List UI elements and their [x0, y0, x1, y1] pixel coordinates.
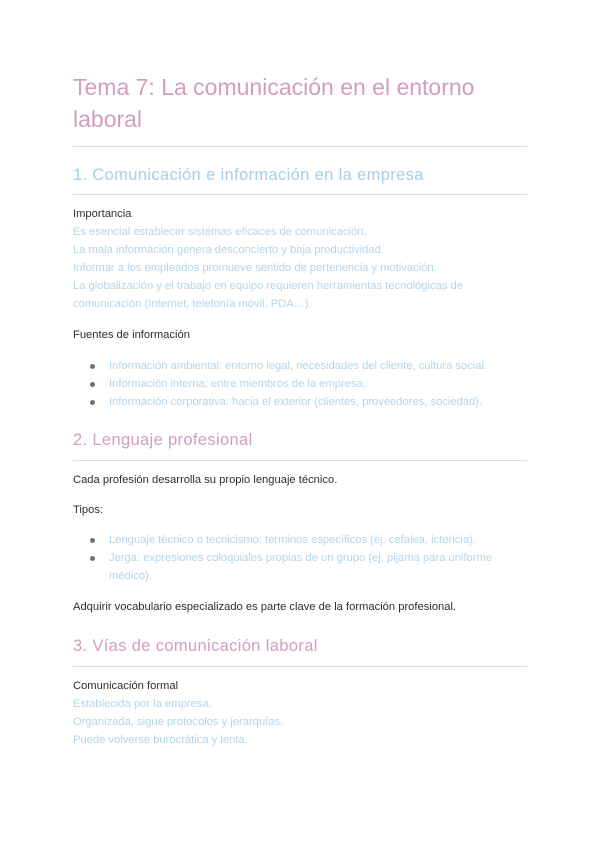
formal-line: Establecida por la empresa.: [73, 698, 212, 710]
section-2-heading: 2. Lenguaje profesional: [73, 431, 253, 449]
tipos-label: Tipos:: [73, 504, 104, 516]
fuentes-label: Fuentes de información: [73, 329, 190, 341]
list-item: [73, 375, 527, 393]
importancia-line: Informar a los empleados promueve sentido de pertenencia y motivación.: [73, 262, 437, 274]
tipos-label-block: [73, 501, 527, 519]
fuentes-block: [73, 326, 527, 344]
document-title: Tema 7: La comunicación en el entorno laboral: [73, 74, 475, 132]
lenguaje-conclusion-text: Adquirir vocabulario especializado es parte clave de la formación profesional.: [73, 601, 457, 613]
list-item-text: Jerga: expresiones coloquiales propias de un grupo (ej. pijama para uniforme: [109, 552, 493, 564]
list-item: [73, 357, 527, 375]
importancia-block: [73, 205, 527, 313]
list-item-text-continued: médico).: [109, 570, 152, 582]
section-2-divider: [73, 460, 527, 461]
formal-label: Comunicación formal: [73, 680, 179, 692]
section-1-heading: 1. Comunicación e información en la empresa: [73, 166, 424, 184]
bullet-icon: [90, 556, 95, 561]
list-item: [73, 393, 527, 411]
bullet-icon: [90, 382, 95, 387]
section-3-heading: 3. Vías de comunicación laboral: [73, 637, 318, 655]
lenguaje-intro-text: Cada profesión desarrolla su propio lenguaje técnico.: [73, 474, 338, 486]
importancia-line: Es esencial establecer sistemas eficaces de comunicación.: [73, 226, 367, 238]
importancia-line: comunicación (Internet, telefonía móvil, PDA…).: [73, 298, 312, 310]
bullet-icon: [90, 400, 95, 405]
fuentes-list: [73, 357, 527, 411]
list-item-text: Lenguaje técnico o tecnicismo: términos específicos (ej. cefalea, ictericia).: [109, 534, 476, 546]
importancia-label: Importancia: [73, 208, 132, 220]
section-1-divider: [73, 194, 527, 195]
formal-line: Organizada, sigue protocolos y jerarquías.: [73, 716, 284, 728]
lenguaje-conclusion: [73, 598, 527, 616]
list-item: [73, 549, 527, 585]
title-divider: [73, 146, 527, 147]
formal-block: [73, 677, 527, 749]
bullet-icon: [90, 538, 95, 543]
lenguaje-intro: [73, 471, 527, 489]
list-item-text: Información ambiental: entorno legal, necesidades del cliente, cultura social.: [109, 360, 488, 372]
importancia-line: La globalización y el trabajo en equipo requieren herramientas tecnológicas de: [73, 280, 463, 292]
importancia-line: La mala información genera desconcierto y baja productividad.: [73, 244, 384, 256]
formal-line: Puede volverse burocrática y lenta.: [73, 734, 248, 746]
bullet-icon: [90, 364, 95, 369]
list-item-text: Información interna: entre miembros de la empresa.: [109, 378, 366, 390]
list-item: [73, 531, 527, 549]
list-item-text: Información corporativa: hacia el exterior (clientes, proveedores, sociedad).: [109, 396, 483, 408]
section-3-divider: [73, 666, 527, 667]
tipos-list: [73, 531, 527, 585]
